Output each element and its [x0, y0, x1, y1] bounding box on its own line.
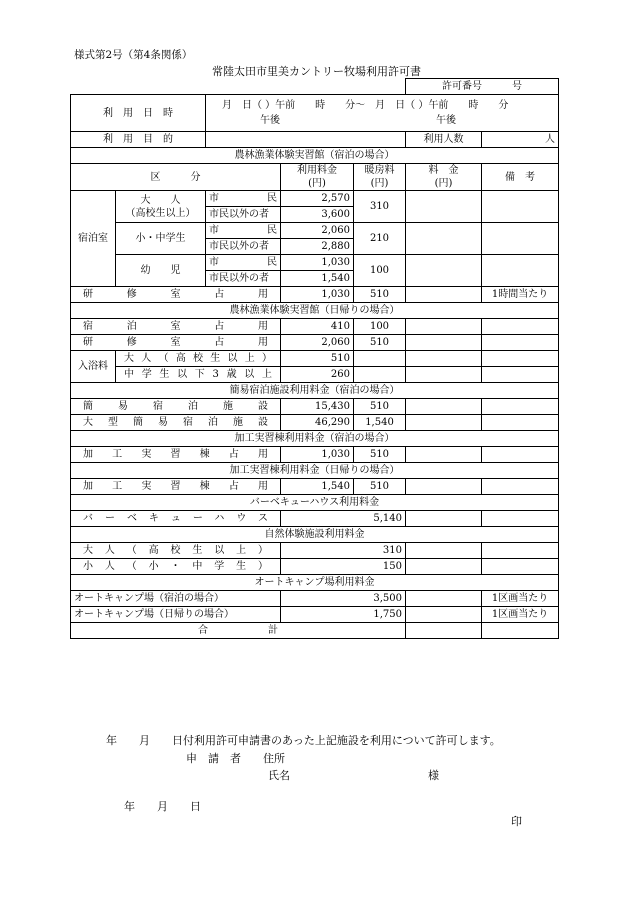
- citizen-label: 市 民: [206, 255, 281, 271]
- camp-day-amount[interactable]: [406, 607, 482, 623]
- infant-amount[interactable]: [406, 255, 482, 287]
- processing-day-fee: 1,540: [281, 479, 354, 495]
- bath-child-fee: 260: [281, 367, 354, 383]
- training-fee: 1,030: [281, 287, 354, 303]
- bath-adult-fee: 510: [281, 351, 354, 367]
- fee-yen: (円): [308, 178, 326, 189]
- use-datetime-label: 利 用 日 時: [71, 95, 206, 132]
- camp-stay-label: オートキャンプ場（宿泊の場合）: [71, 591, 281, 607]
- day-training-fee: 2,060: [281, 335, 354, 351]
- training-amount[interactable]: [406, 287, 482, 303]
- infant-label: 幼 児: [116, 255, 206, 287]
- purpose-value[interactable]: [206, 132, 406, 148]
- day-training-amount[interactable]: [406, 335, 482, 351]
- day-training-heat: 510: [354, 335, 406, 351]
- applicant-address-label: 申 請 者 住所: [186, 752, 285, 765]
- adult-heat: 310: [354, 191, 406, 223]
- bath-child-amount[interactable]: [406, 367, 482, 383]
- section-simple-lodging: 簡易宿泊施設利用料金（宿泊の場合）: [71, 383, 559, 399]
- datetime-line2: [222, 113, 555, 128]
- student-remarks[interactable]: [482, 223, 559, 255]
- nature-adult-label: 大人（高校生以上）: [71, 543, 281, 559]
- bbq-amount[interactable]: [406, 511, 482, 527]
- adult-text: 大 人: [140, 194, 181, 206]
- camp-stay-fee: 3,500: [281, 591, 406, 607]
- amount-yen: (円): [434, 178, 453, 189]
- section-processing-day: 加工実習棟利用料金（日帰りの場合）: [71, 463, 559, 479]
- non-citizen-label: 市民以外の者: [206, 207, 281, 223]
- use-datetime-value[interactable]: [206, 95, 559, 132]
- header-remarks: 備 考: [482, 164, 559, 191]
- simple-remarks[interactable]: [482, 399, 559, 415]
- total-remarks[interactable]: [482, 623, 559, 639]
- section-bbq: バーベキューハウス利用料金: [71, 495, 559, 511]
- section-lodging: 農林漁業体験実習館（宿泊の場合）: [71, 148, 559, 164]
- processing-day-heat: 510: [354, 479, 406, 495]
- day-training-remarks[interactable]: [482, 335, 559, 351]
- large-heat: 1,540: [354, 415, 406, 431]
- student-non-fee: 2,880: [281, 239, 354, 255]
- camp-stay-amount[interactable]: [406, 591, 482, 607]
- day-training-label: 研修室占用: [71, 335, 281, 351]
- heating-yen: (円): [370, 178, 389, 189]
- student-citizen-fee: 2,060: [281, 223, 354, 239]
- day-room-heat: 100: [354, 319, 406, 335]
- blank: [71, 79, 406, 95]
- bath-adult-heat: [354, 351, 406, 367]
- total-label: 合 計: [71, 623, 406, 639]
- applicant-name-label: 氏名: [268, 769, 290, 782]
- permit-statement: 年 月 日付利用許可申請書のあった上記施設を利用について許可します。: [106, 734, 501, 747]
- processing-stay-label: 加工実習棟占用: [71, 447, 281, 463]
- large-amount[interactable]: [406, 415, 482, 431]
- nature-adult-fee: 310: [281, 543, 406, 559]
- large-fee: 46,290: [281, 415, 354, 431]
- processing-stay-remarks[interactable]: [482, 447, 559, 463]
- permit-number[interactable]: 許可番号 号: [406, 79, 559, 95]
- bbq-label: バーベキューハウス: [71, 511, 281, 527]
- citizen-label: 市 民: [206, 223, 281, 239]
- adult-label: [116, 191, 206, 223]
- day-room-remarks[interactable]: [482, 319, 559, 335]
- document-title: 常陸太田市里美カントリー牧場利用許可書: [212, 65, 421, 78]
- bath-adult-remarks[interactable]: [482, 351, 559, 367]
- bbq-remarks[interactable]: [482, 511, 559, 527]
- datetime-line1: 月 日（ ）午前 時 分～ 月 日（ ）午前 時 分: [222, 100, 509, 111]
- adult-amount[interactable]: [406, 191, 482, 223]
- nature-child-remarks[interactable]: [482, 559, 559, 575]
- infant-heat: 100: [354, 255, 406, 287]
- non-citizen-label: 市民以外の者: [206, 271, 281, 287]
- simple-heat: 510: [354, 399, 406, 415]
- header-amount: [406, 164, 482, 191]
- users-label: 利用人数: [406, 132, 482, 148]
- student-label: 小・中学生: [116, 223, 206, 255]
- large-remarks[interactable]: [482, 415, 559, 431]
- day-room-fee: 410: [281, 319, 354, 335]
- large-label: 大型簡易宿泊施設: [71, 415, 281, 431]
- bath-child-heat: [354, 367, 406, 383]
- processing-stay-amount[interactable]: [406, 447, 482, 463]
- nature-child-label: 小人（小・中学生）: [71, 559, 281, 575]
- student-amount[interactable]: [406, 223, 482, 255]
- form-number: 様式第2号（第4条関係）: [74, 49, 193, 61]
- adult-non-fee: 3,600: [281, 207, 354, 223]
- infant-non-fee: 1,540: [281, 271, 354, 287]
- section-camp: オートキャンプ場利用料金: [71, 575, 559, 591]
- simple-label: 簡易宿泊施設: [71, 399, 281, 415]
- total-amount[interactable]: [406, 623, 482, 639]
- camp-day-remark: 1区画当たり: [482, 607, 559, 623]
- processing-stay-fee: 1,030: [281, 447, 354, 463]
- bath-child-remarks[interactable]: [482, 367, 559, 383]
- infant-remarks[interactable]: [482, 255, 559, 287]
- bath-adult-label: 大人（高校生以上）: [116, 351, 281, 367]
- purpose-label: 利 用 目 的: [71, 132, 206, 148]
- non-citizen-label: 市民以外の者: [206, 239, 281, 255]
- simple-fee: 15,430: [281, 399, 354, 415]
- nature-child-fee: 150: [281, 559, 406, 575]
- camp-day-fee: 1,750: [281, 607, 406, 623]
- header-category: 区 分: [71, 164, 281, 191]
- student-heat: 210: [354, 223, 406, 255]
- nature-adult-amount[interactable]: [406, 543, 482, 559]
- section-processing-stay: 加工実習棟利用料金（宿泊の場合）: [71, 431, 559, 447]
- nature-adult-remarks[interactable]: [482, 543, 559, 559]
- adult-citizen-fee: 2,570: [281, 191, 354, 207]
- bath-adult-amount[interactable]: [406, 351, 482, 367]
- permit-table: [70, 78, 559, 639]
- training-heat: 510: [354, 287, 406, 303]
- adult-remarks[interactable]: [482, 191, 559, 223]
- camp-day-label: オートキャンプ場（日帰りの場合）: [71, 607, 281, 623]
- pm-a: 午後: [260, 115, 280, 126]
- citizen-label: 市 民: [206, 191, 281, 207]
- fee-label: 利用料金: [297, 165, 337, 176]
- processing-day-amount[interactable]: [406, 479, 482, 495]
- section-nature: 自然体験施設利用料金: [71, 527, 559, 543]
- seal-mark: 印: [511, 815, 522, 828]
- training-label: 研修室占用: [71, 287, 281, 303]
- section-daytrip: 農林漁業体験実習館（日帰りの場合）: [71, 303, 559, 319]
- amount-label: 料 金: [428, 165, 459, 176]
- header-heating: [354, 164, 406, 191]
- nature-child-amount[interactable]: [406, 559, 482, 575]
- camp-stay-remark: 1区画当たり: [482, 591, 559, 607]
- heating-label: 暖房料: [364, 165, 395, 176]
- day-room-amount[interactable]: [406, 319, 482, 335]
- issue-date[interactable]: 年 月 日: [124, 800, 201, 813]
- processing-stay-heat: 510: [354, 447, 406, 463]
- processing-day-label: 加工実習棟占用: [71, 479, 281, 495]
- simple-amount[interactable]: [406, 399, 482, 415]
- header-fee: [281, 164, 354, 191]
- honorific: 様: [428, 769, 439, 782]
- processing-day-remarks[interactable]: [482, 479, 559, 495]
- bath-child-label: 中学生以下3歳以上: [116, 367, 281, 383]
- bbq-fee: 5,140: [281, 511, 406, 527]
- infant-citizen-fee: 1,030: [281, 255, 354, 271]
- bath-label: 入浴料: [71, 351, 116, 383]
- pm-b: 午後: [436, 115, 456, 126]
- adult-sub: （高校生以上）: [125, 207, 196, 219]
- users-value[interactable]: 人: [482, 132, 559, 148]
- room-label: 宿泊室: [71, 191, 116, 287]
- day-room-label: 宿泊室占用: [71, 319, 281, 335]
- training-remark: 1時間当たり: [482, 287, 559, 303]
